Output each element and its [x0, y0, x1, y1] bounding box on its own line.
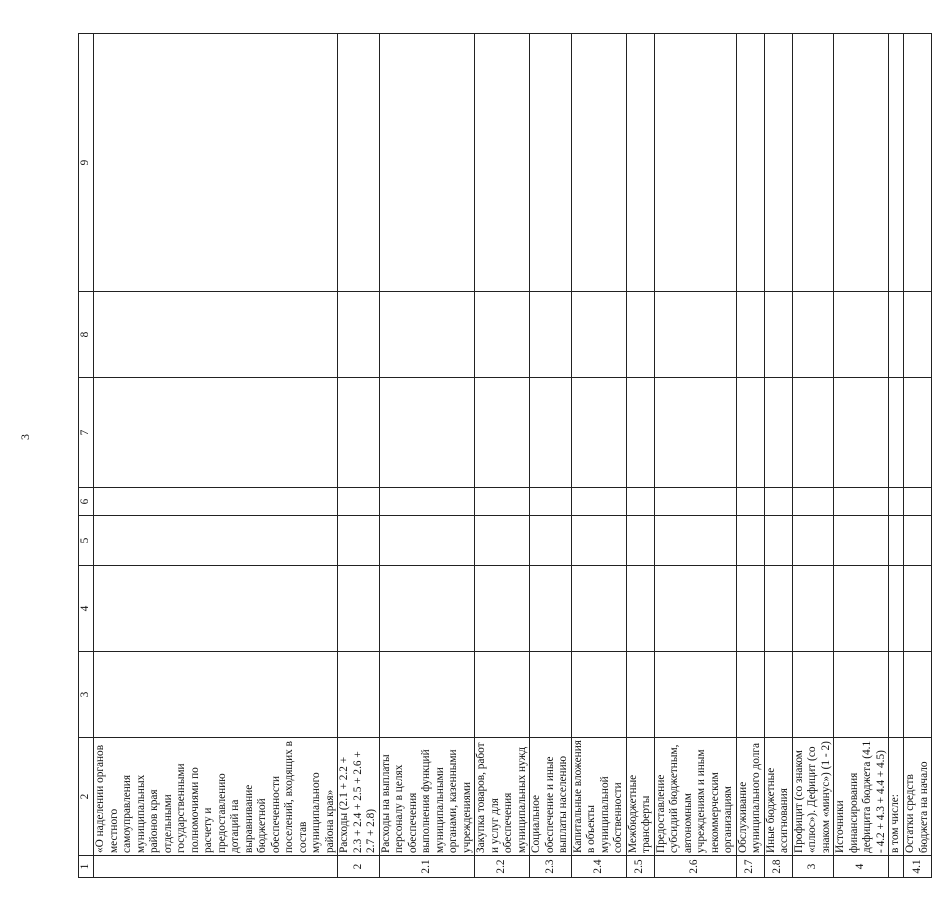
value-cell: [338, 652, 380, 738]
value-cell: [834, 488, 889, 516]
row-label: Расходы (2.1 + 2.2 + 2.3 + 2.4 + 2.5 + 2.6 + 2.7 + 2.8): [338, 738, 380, 856]
value-cell: [571, 488, 626, 516]
value-cell: [94, 516, 338, 566]
value-cell: [626, 34, 654, 292]
value-cell: [94, 34, 338, 292]
row-number: 3: [792, 856, 834, 878]
value-cell: [530, 292, 572, 378]
row-number: 2.7: [736, 856, 764, 878]
value-cell: [904, 516, 932, 566]
table-row: [379, 34, 475, 878]
value-cell: [338, 378, 380, 488]
row-number: 2.5: [626, 856, 654, 878]
value-cell: [379, 292, 475, 378]
table-row: [736, 34, 764, 878]
value-cell: [904, 378, 932, 488]
value-cell: [571, 378, 626, 488]
value-cell: [792, 652, 834, 738]
value-cell: [764, 652, 792, 738]
value-cell: [889, 652, 904, 738]
table-row: [571, 34, 626, 878]
value-cell: [530, 566, 572, 652]
table-row: [764, 34, 792, 878]
row-label: Капитальные вложения в объекты муниципальной собственности: [571, 738, 626, 856]
value-cell: [379, 34, 475, 292]
column-header: 2: [79, 738, 94, 856]
value-cell: [654, 34, 736, 292]
row-label: Источники финансирования дефицита бюджета (4.1 - 4.2 + 4.3 + 4.4 + 4.5): [834, 738, 889, 856]
value-cell: [475, 292, 530, 378]
value-cell: [94, 292, 338, 378]
value-cell: [834, 652, 889, 738]
row-label: «О наделении органов местного самоуправления муниципальных районов края отдельными государственными полномочиями по расчету и предоставлению дотаций на выравнивание бюджетной обеспеченности поселений, входящих в состав муниципального района края»: [94, 738, 338, 856]
value-cell: [792, 566, 834, 652]
row-label: Социальное обеспечение и иные выплаты населению: [530, 738, 572, 856]
value-cell: [530, 652, 572, 738]
row-label: в том числе:: [889, 738, 904, 856]
value-cell: [475, 652, 530, 738]
value-cell: [626, 516, 654, 566]
value-cell: [764, 292, 792, 378]
value-cell: [94, 566, 338, 652]
value-cell: [626, 488, 654, 516]
column-header: 8: [79, 292, 94, 378]
table-row: [626, 34, 654, 878]
value-cell: [904, 292, 932, 378]
table-row: [475, 34, 530, 878]
value-cell: [654, 378, 736, 488]
row-label: Межбюджетные трансферты: [626, 738, 654, 856]
row-number: [94, 856, 338, 878]
column-header: 5: [79, 516, 94, 566]
row-number: [889, 856, 904, 878]
value-cell: [530, 34, 572, 292]
value-cell: [338, 292, 380, 378]
value-cell: [736, 378, 764, 488]
value-cell: [338, 34, 380, 292]
value-cell: [736, 516, 764, 566]
value-cell: [889, 516, 904, 566]
value-cell: [654, 566, 736, 652]
value-cell: [654, 488, 736, 516]
value-cell: [889, 292, 904, 378]
value-cell: [654, 516, 736, 566]
value-cell: [94, 378, 338, 488]
value-cell: [338, 516, 380, 566]
value-cell: [94, 652, 338, 738]
row-number: 2: [338, 856, 380, 878]
table-row: [530, 34, 572, 878]
row-label: Расходы на выплаты персоналу в целях обеспечения выполнения функций муниципальными органами, казенными учреждениями: [379, 738, 475, 856]
column-header: 7: [79, 378, 94, 488]
value-cell: [904, 34, 932, 292]
budget-table: [78, 33, 932, 878]
table-row: [654, 34, 736, 878]
value-cell: [736, 488, 764, 516]
value-cell: [834, 292, 889, 378]
value-cell: [792, 34, 834, 292]
column-header: 6: [79, 488, 94, 516]
header-row: [79, 34, 94, 878]
row-label: Остатки средств бюджета на начало: [904, 738, 932, 856]
value-cell: [571, 34, 626, 292]
value-cell: [654, 652, 736, 738]
rotated-table-container: [78, 34, 930, 878]
table-row: [792, 34, 834, 878]
value-cell: [475, 34, 530, 292]
value-cell: [379, 488, 475, 516]
table-row: [834, 34, 889, 878]
row-number: 2.4: [571, 856, 626, 878]
value-cell: [889, 488, 904, 516]
value-cell: [626, 378, 654, 488]
value-cell: [792, 378, 834, 488]
value-cell: [379, 516, 475, 566]
value-cell: [475, 488, 530, 516]
value-cell: [379, 652, 475, 738]
table-row: [94, 34, 338, 878]
column-header: 3: [79, 652, 94, 738]
value-cell: [736, 34, 764, 292]
table-row: [904, 34, 932, 878]
value-cell: [379, 378, 475, 488]
row-label: Закупка товаров, работ и услуг для обеспечения муниципальных нужд: [475, 738, 530, 856]
row-label: Иные бюджетные ассигнования: [764, 738, 792, 856]
value-cell: [792, 292, 834, 378]
row-label: Профицит (со знаком «плюс»). Дефицит (со знаком «минус») (1 - 2): [792, 738, 834, 856]
row-label: Предоставление субсидий бюджетным, автономным учреждениям и иным некоммерческим организациям: [654, 738, 736, 856]
value-cell: [571, 566, 626, 652]
value-cell: [889, 378, 904, 488]
row-number: 2.8: [764, 856, 792, 878]
value-cell: [626, 652, 654, 738]
column-header: 4: [79, 566, 94, 652]
value-cell: [792, 488, 834, 516]
value-cell: [475, 566, 530, 652]
value-cell: [736, 292, 764, 378]
table-row: [338, 34, 380, 878]
value-cell: [889, 566, 904, 652]
value-cell: [904, 566, 932, 652]
value-cell: [530, 488, 572, 516]
row-number: 2.1: [379, 856, 475, 878]
value-cell: [475, 516, 530, 566]
value-cell: [530, 378, 572, 488]
value-cell: [834, 34, 889, 292]
row-label: Обслуживание муниципального долга: [736, 738, 764, 856]
value-cell: [736, 566, 764, 652]
value-cell: [654, 292, 736, 378]
value-cell: [626, 566, 654, 652]
value-cell: [338, 488, 380, 516]
value-cell: [764, 516, 792, 566]
row-number: 2.3: [530, 856, 572, 878]
value-cell: [792, 516, 834, 566]
value-cell: [475, 378, 530, 488]
value-cell: [94, 488, 338, 516]
value-cell: [736, 652, 764, 738]
row-number: 4: [834, 856, 889, 878]
column-header: 9: [79, 34, 94, 292]
value-cell: [764, 378, 792, 488]
value-cell: [764, 566, 792, 652]
row-number: 2.6: [654, 856, 736, 878]
value-cell: [834, 516, 889, 566]
value-cell: [904, 652, 932, 738]
value-cell: [530, 516, 572, 566]
row-number: 2.2: [475, 856, 530, 878]
value-cell: [889, 34, 904, 292]
value-cell: [379, 566, 475, 652]
value-cell: [834, 566, 889, 652]
value-cell: [626, 292, 654, 378]
value-cell: [571, 516, 626, 566]
value-cell: [764, 34, 792, 292]
table-row: [889, 34, 904, 878]
column-header: 1: [79, 856, 94, 878]
value-cell: [904, 488, 932, 516]
value-cell: [571, 652, 626, 738]
value-cell: [338, 566, 380, 652]
value-cell: [571, 292, 626, 378]
value-cell: [764, 488, 792, 516]
row-number: 4.1: [904, 856, 932, 878]
page-number: 3: [18, 434, 32, 440]
value-cell: [834, 378, 889, 488]
